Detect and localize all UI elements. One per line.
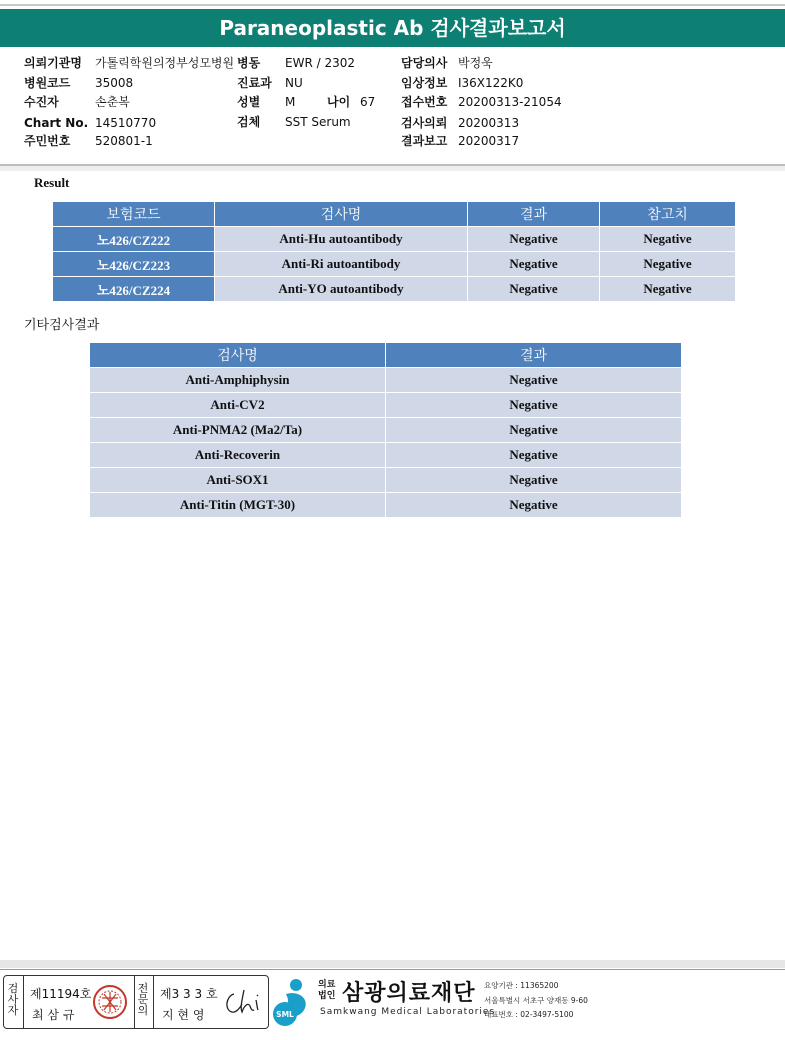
table-row: [53, 252, 736, 277]
value-age: 67: [360, 95, 376, 109]
cell-result: Negative: [386, 493, 682, 518]
label-report-date: 결과보고: [401, 134, 448, 148]
org-institution-code: 요양기관 : 11365200: [484, 981, 559, 990]
label-ward: 병동: [237, 56, 261, 70]
cell-test-name: Anti-SOX1: [90, 468, 386, 493]
specialist-name: 지 현 영: [162, 1008, 205, 1022]
cell-insurance-code: 노426/CZ223: [53, 252, 215, 277]
cell-test-name: Anti-Titin (MGT-30): [90, 493, 386, 518]
value-resident-no: 520801-1: [95, 134, 153, 148]
signature-box: [3, 975, 269, 1029]
cell-result: Negative: [386, 368, 682, 393]
value-department: NU: [285, 76, 303, 90]
value-physician: 박정욱: [458, 56, 493, 70]
cell-test-name: Anti-Hu autoantibody: [215, 227, 468, 252]
org-english-name: Samkwang Medical Laboratories: [320, 1007, 496, 1017]
value-accession-no: 20200313-21054: [458, 95, 562, 109]
inspector-label: 검 사 자: [7, 982, 19, 1017]
col-insurance-code: 보험코드: [53, 202, 215, 227]
table-header-row: [90, 343, 682, 368]
sml-logo-icon: [270, 976, 316, 1028]
org-phone: 대표번호 : 02-3497-5100: [484, 1010, 574, 1019]
table-row: [90, 493, 682, 518]
top-rule: [0, 4, 785, 6]
report-title: Paraneoplastic Ab 검사결과보고서: [0, 9, 785, 47]
footer-band: [0, 960, 785, 968]
cell-result: Negative: [386, 468, 682, 493]
label-patient: 수진자: [24, 95, 59, 109]
cell-reference: Negative: [600, 227, 736, 252]
table-row: [90, 418, 682, 443]
other-tests-table: [89, 342, 682, 518]
col-reference: 참고치: [600, 202, 736, 227]
value-hospital-code: 35008: [95, 76, 134, 90]
value-clinical-info: I36X122K0: [458, 76, 524, 90]
label-physician: 담당의사: [401, 56, 448, 70]
inspector-name: 최 삼 규: [32, 1008, 75, 1022]
col-result: 결과: [386, 343, 682, 368]
label-chart-no: Chart No.: [24, 116, 89, 130]
label-hospital-code: 병원코드: [24, 76, 71, 90]
header-divider-band: [0, 166, 785, 171]
footer-rule: [0, 969, 785, 970]
label-specimen: 검체: [237, 115, 261, 129]
other-tests-section-label: 기타검사결과: [24, 318, 100, 333]
cell-test-name: Anti-CV2: [90, 393, 386, 418]
table-row: [90, 468, 682, 493]
col-test-name: 검사명: [215, 202, 468, 227]
specialist-label: 전 문 의: [137, 982, 149, 1017]
cell-insurance-code: 노426/CZ222: [53, 227, 215, 252]
cell-insurance-code: 노426/CZ224: [53, 277, 215, 302]
value-ward: EWR / 2302: [285, 56, 355, 70]
value-sex: M: [285, 95, 296, 109]
table-row: [90, 393, 682, 418]
cell-result: Negative: [386, 443, 682, 468]
specialist-license-no: 제3 3 3 호: [160, 987, 218, 1001]
result-section-label: Result: [34, 175, 70, 190]
value-request-date: 20200313: [458, 116, 520, 130]
cell-reference: Negative: [600, 277, 736, 302]
sign-divider: [153, 976, 154, 1028]
org-prefix: 의료 법인: [318, 980, 336, 1001]
cell-result: Negative: [386, 418, 682, 443]
value-report-date: 20200317: [458, 134, 520, 148]
label-sex: 성별: [237, 95, 261, 109]
value-patient: 손춘복: [95, 95, 130, 109]
cell-test-name: Anti-Amphiphysin: [90, 368, 386, 393]
lab-logo-block: [270, 976, 780, 1028]
label-accession-no: 접수번호: [401, 95, 448, 109]
result-table: [52, 201, 736, 302]
table-header-row: [53, 202, 736, 227]
inspector-license-no: 제11194호: [30, 987, 92, 1001]
label-department: 진료과: [237, 76, 272, 90]
label-clinical-info: 임상정보: [401, 76, 448, 90]
label-resident-no: 주민번호: [24, 134, 71, 148]
cell-test-name: Anti-Recoverin: [90, 443, 386, 468]
table-row: [90, 443, 682, 468]
value-requesting-institution: 가톨릭학원의정부성모병원: [95, 56, 235, 70]
org-address: 서울특별시 서초구 양재동 9-60: [484, 996, 588, 1005]
table-row: [53, 277, 736, 302]
cell-result: Negative: [468, 252, 600, 277]
cell-test-name: Anti-PNMA2 (Ma2/Ta): [90, 418, 386, 443]
svg-text:SML: SML: [276, 1010, 294, 1019]
table-row: [90, 368, 682, 393]
sign-divider: [23, 976, 24, 1028]
cell-result: Negative: [386, 393, 682, 418]
label-age: 나이: [327, 95, 351, 109]
col-test-name: 검사명: [90, 343, 386, 368]
value-chart-no: 14510770: [95, 116, 157, 130]
cell-result: Negative: [468, 277, 600, 302]
value-specimen: SST Serum: [285, 115, 351, 129]
org-name: 삼광의료재단: [342, 981, 476, 1006]
seal-stamp-icon: [92, 984, 128, 1020]
sign-divider: [134, 976, 135, 1028]
cell-result: Negative: [468, 227, 600, 252]
label-request-date: 검사의뢰: [401, 116, 448, 130]
table-row: [53, 227, 736, 252]
cell-test-name: Anti-YO autoantibody: [215, 277, 468, 302]
cell-test-name: Anti-Ri autoantibody: [215, 252, 468, 277]
col-result: 결과: [468, 202, 600, 227]
cell-reference: Negative: [600, 252, 736, 277]
handwritten-signature-icon: [220, 984, 264, 1020]
label-requesting-institution: 의뢰기관명: [24, 56, 82, 70]
